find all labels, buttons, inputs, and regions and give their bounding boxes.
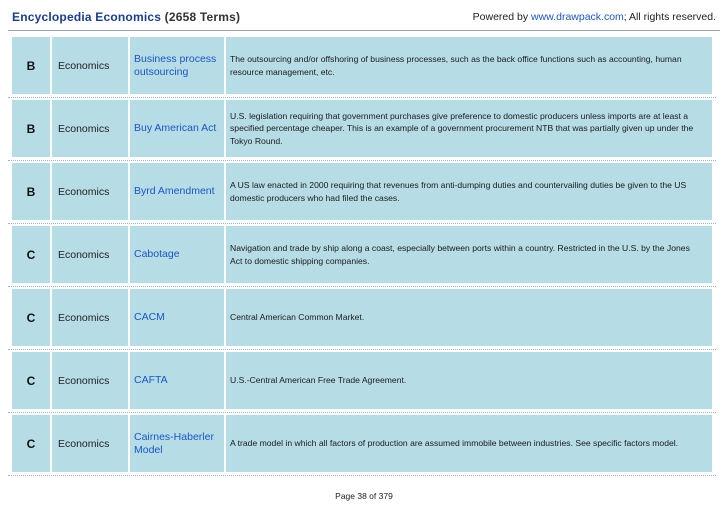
row-term-link[interactable]: Cairnes-Haberler Model [128, 415, 224, 472]
row-definition: U.S.-Central American Free Trade Agreement. [224, 352, 712, 409]
page-number: Page 38 of 379 [335, 491, 393, 501]
row-category: Economics [50, 415, 128, 472]
row-definition: Central American Common Market. [224, 289, 712, 346]
header-divider [8, 30, 720, 31]
term-count: (2658 Terms) [164, 10, 241, 24]
row-term-link[interactable]: Byrd Amendment [128, 163, 224, 220]
row-category: Economics [50, 100, 128, 157]
row-letter: B [12, 37, 50, 94]
table-row [12, 289, 712, 346]
row-category: Economics [50, 352, 128, 409]
row-divider [8, 349, 716, 350]
row-letter: B [12, 163, 50, 220]
page-header [12, 10, 716, 26]
row-definition: The outsourcing and/or offshoring of business processes, such as the back office functions such as accounting, human resource management, etc. [224, 37, 712, 94]
credits-prefix: Powered by [472, 11, 532, 23]
row-letter: C [12, 415, 50, 472]
table-row [12, 352, 712, 409]
title-text: Encyclopedia Economics [12, 10, 162, 24]
row-term-link[interactable]: Cabotage [128, 226, 224, 283]
row-divider [8, 160, 716, 161]
table-row [12, 163, 712, 220]
row-term-link[interactable]: Business process outsourcing [128, 37, 224, 94]
row-category: Economics [50, 289, 128, 346]
row-category: Economics [50, 226, 128, 283]
row-divider [8, 97, 716, 98]
credits [473, 11, 716, 23]
row-term-link[interactable]: Buy American Act [128, 100, 224, 157]
row-letter: C [12, 352, 50, 409]
row-category: Economics [50, 163, 128, 220]
table-row [12, 415, 712, 472]
row-divider [8, 286, 716, 287]
row-category: Economics [50, 37, 128, 94]
row-divider [8, 223, 716, 224]
row-divider [8, 475, 716, 476]
table-row [12, 100, 712, 157]
row-divider [8, 412, 716, 413]
row-definition: A trade model in which all factors of production are assumed immobile between industries. See specific factors model. [224, 415, 712, 472]
row-definition: U.S. legislation requiring that government purchases give preference to domestic producers unless imports are at least a specified percentage cheaper. This is an example of a government procurement NTB that was partially given up under the Tokyo Round. [224, 100, 712, 157]
row-letter: C [12, 226, 50, 283]
row-term-link[interactable]: CAFTA [128, 352, 224, 409]
row-letter: B [12, 100, 50, 157]
row-definition: Navigation and trade by ship along a coast, especially between ports within a country. Restricted in the U.S. by the Jones Act to domestic shipping companies. [224, 226, 712, 283]
table-row [12, 37, 712, 94]
terms-table [12, 37, 712, 478]
row-term-link[interactable]: CACM [128, 289, 224, 346]
drawpack-link[interactable]: www.drawpack.com [531, 11, 624, 23]
credits-suffix: ; All rights reserved. [623, 11, 716, 23]
row-definition: A US law enacted in 2000 requiring that revenues from anti-dumping duties and countervailing duties be given to the US domestic producers who had filed the cases. [224, 163, 712, 220]
encyclopedia-title [12, 10, 240, 24]
table-row [12, 226, 712, 283]
row-letter: C [12, 289, 50, 346]
